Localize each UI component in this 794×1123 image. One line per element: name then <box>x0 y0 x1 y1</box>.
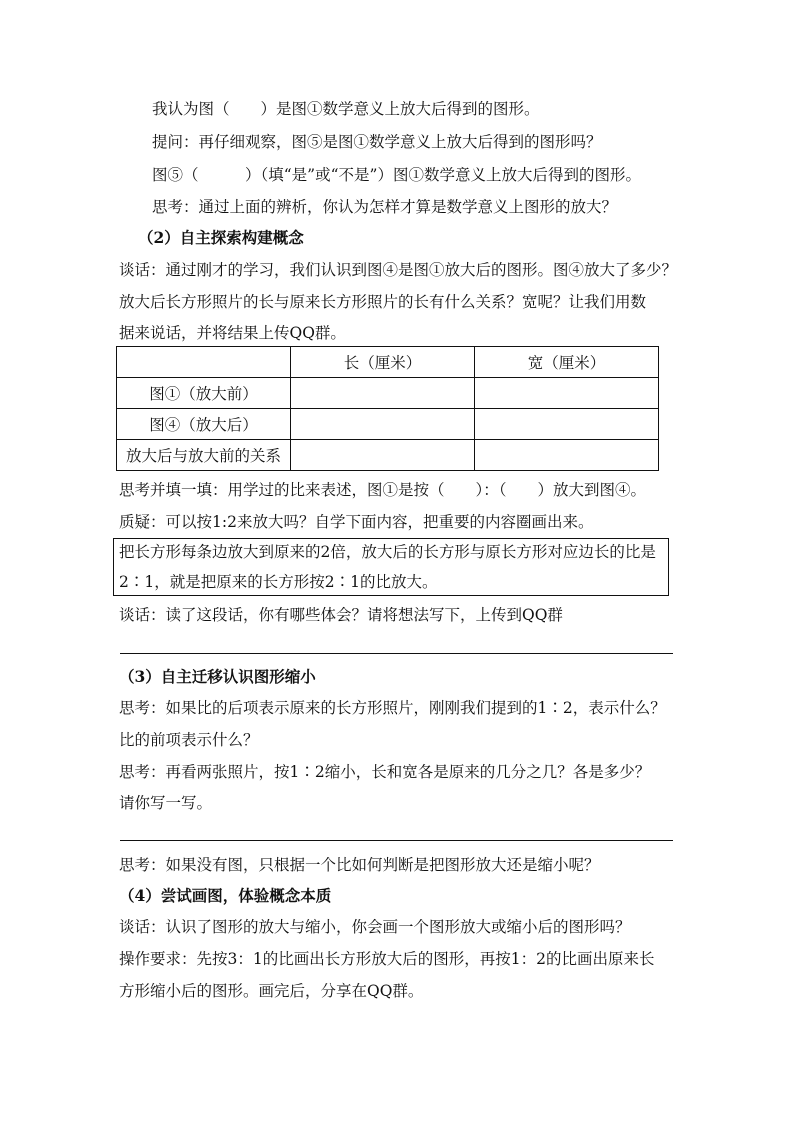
table-blank-cell[interactable] <box>291 440 475 471</box>
table-row-label: 图①（放大前） <box>117 378 291 409</box>
text-line: 据来说话，并将结果上传QQ群。 <box>119 324 346 342</box>
text-line: 思考：通过上面的辨析，你认为怎样才算是数学意义上图形的放大？ <box>152 198 618 216</box>
text-line: 操作要求：先按3：1的比画出长方形放大后的图形，再按1：2的比画出原来长 <box>119 950 655 968</box>
table-row-label: 图④（放大后） <box>117 409 291 440</box>
table-header-cell: 长（厘米） <box>291 347 475 378</box>
section-heading: （2）自主探索构建概念 <box>138 228 304 247</box>
text-line: 提问：再仔细观察，图⑤是图①数学意义上放大后得到的图形吗？ <box>152 133 602 151</box>
table-blank-cell[interactable] <box>475 440 659 471</box>
table-blank-cell[interactable] <box>291 378 475 409</box>
text-line: 方形缩小后的图形。画完后，分享在QQ群。 <box>119 982 424 1000</box>
section-heading: （4）尝试画图，体验概念本质 <box>119 886 332 905</box>
text-line: 我认为图（ ）是图①数学意义上放大后得到的图形。 <box>152 100 540 118</box>
concept-box-line: 2∶1，就是把原来的长方形按2∶1的比放大。 <box>119 573 438 591</box>
answer-rule <box>120 653 673 654</box>
concept-box-line: 把长方形每条边放大到原来的2倍，放大后的长方形与原长方形对应边长的比是 <box>119 543 656 561</box>
table-row-label: 放大后与放大前的关系 <box>117 440 291 471</box>
table-header-row <box>117 347 659 378</box>
table-header-cell <box>117 347 291 378</box>
text-line: 谈话：读了这段话，你有哪些体会？请将想法写下，上传到QQ群 <box>119 606 563 624</box>
text-line: 比的前项表示什么？ <box>119 731 259 749</box>
section-heading: （3）自主迁移认识图形缩小 <box>119 667 316 686</box>
answer-rule <box>120 840 673 841</box>
text-line: 放大后长方形照片的长与原来长方形照片的长有什么关系？宽呢？让我们用数 <box>119 293 647 311</box>
table-row <box>117 440 659 471</box>
text-line: 思考：再看两张照片，按1∶2缩小，长和宽各是原来的几分之几？各是多少？ <box>119 763 651 781</box>
text-line: 质疑：可以按1:2来放大吗？自学下面内容，把重要的内容圈画出来。 <box>119 513 594 531</box>
table-blank-cell[interactable] <box>475 378 659 409</box>
table-header-cell: 宽（厘米） <box>475 347 659 378</box>
text-line: 思考并填一填：用学过的比来表述，图①是按（ ）：（ ）放大到图④。 <box>119 481 647 499</box>
text-line: 请你写一写。 <box>119 794 213 812</box>
text-line: 谈话：通过刚才的学习，我们认识到图④是图①放大后的图形。图④放大了多少？ <box>119 261 678 279</box>
data-table <box>116 346 659 471</box>
table-blank-cell[interactable] <box>475 409 659 440</box>
table-row <box>117 378 659 409</box>
text-line: 思考：如果比的后项表示原来的长方形照片，刚刚我们提到的1∶2，表示什么？ <box>119 699 666 717</box>
text-line: 谈话：认识了图形的放大与缩小，你会画一个图形放大或缩小后的图形吗？ <box>119 918 631 936</box>
table-blank-cell[interactable] <box>291 409 475 440</box>
text-line: 思考：如果没有图，只根据一个比如何判断是把图形放大还是缩小呢？ <box>119 856 600 874</box>
table-row <box>117 409 659 440</box>
text-line: 图⑤（ ）（填“是”或“不是”）图①数学意义上放大后得到的图形。 <box>152 166 641 184</box>
